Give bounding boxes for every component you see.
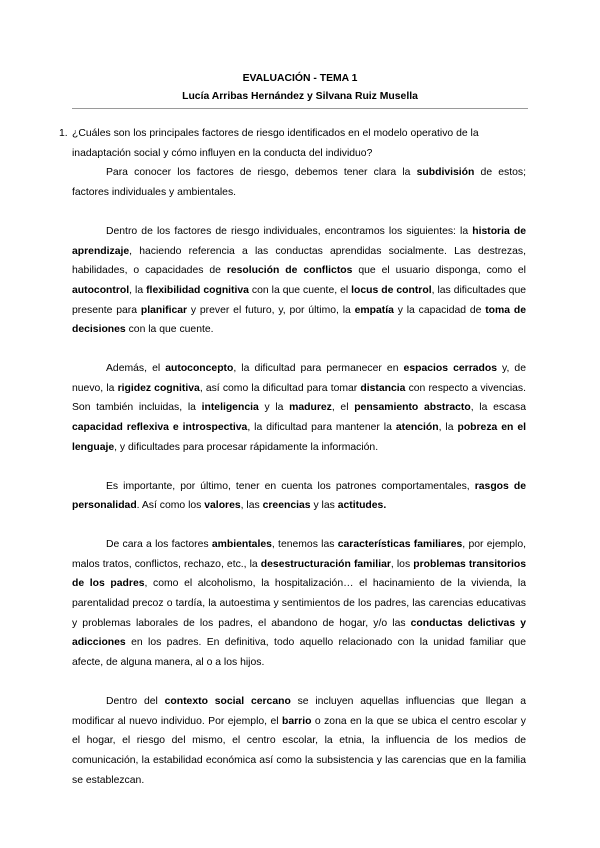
text-run: en los padres. En definitiva, todo aquello relacionado con la unidad familiar que afecte, de alguna manera, al o a los hijos. bbox=[72, 637, 526, 669]
bold-term: inteligencia bbox=[201, 402, 259, 414]
text-run: De cara a los factores bbox=[106, 538, 212, 550]
text-run: , haciendo referencia a las conductas aprendidas socialmente. Las destrezas, habilidades, o capacidades de bbox=[72, 245, 526, 277]
text-run: y prever el futuro, y, por último, la bbox=[187, 304, 355, 316]
bold-term: historia de aprendizaje bbox=[72, 225, 526, 257]
bold-term: desestructuración familiar bbox=[260, 558, 391, 570]
text-run: , las bbox=[240, 500, 263, 512]
text-run: Dentro del bbox=[106, 695, 165, 707]
bold-term: capacidad reflexiva e introspectiva bbox=[72, 422, 248, 434]
text-run: Dentro de los factores de riesgo individuales, encontramos los siguientes: la bbox=[106, 225, 473, 237]
text-run: , la bbox=[129, 284, 147, 296]
bold-term: rasgos de personalidad bbox=[72, 480, 526, 512]
text-run: y las bbox=[310, 500, 338, 512]
text-run: Para conocer los factores de riesgo, debemos tener clara la bbox=[106, 167, 417, 179]
text-run: , la dificultad para permanecer en bbox=[233, 363, 404, 375]
answer-paragraph-6 bbox=[72, 692, 526, 791]
text-run: , la dificultad para mantener la bbox=[247, 422, 396, 434]
text-run: , así como la dificultad para tomar bbox=[199, 382, 361, 394]
text-run: , por ejemplo, malos tratos, conflictos, rechazo, etc., la bbox=[72, 538, 527, 570]
text-run: y, de nuevo, la bbox=[72, 363, 526, 394]
answer-paragraph-4 bbox=[72, 477, 526, 516]
bold-term: atención bbox=[395, 422, 439, 434]
bold-term: espacios cerrados bbox=[403, 363, 497, 375]
text-run: , la escasa bbox=[470, 402, 526, 414]
text-run: Es importante, por último, tener en cuenta los patrones comportamentales, bbox=[106, 480, 475, 492]
text-run: , el bbox=[331, 402, 355, 414]
bold-term: pobreza en el lenguaje bbox=[72, 422, 527, 453]
bold-term: rigidez cognitiva bbox=[117, 382, 200, 394]
text-run: , la bbox=[438, 422, 458, 434]
bold-term: locus de control bbox=[351, 284, 432, 296]
bold-term: subdivisión bbox=[416, 167, 475, 179]
bold-term: conductas delictivas y adicciones bbox=[72, 617, 526, 649]
question-item bbox=[59, 124, 526, 163]
text-run: , tenemos las bbox=[271, 538, 338, 550]
document-authors: Lucía Arribas Hernández y Silvana Ruiz Musella bbox=[182, 91, 418, 102]
bold-term: autoconcepto bbox=[165, 363, 234, 375]
bold-term: toma de decisiones bbox=[72, 304, 526, 336]
bold-term: empatía bbox=[354, 304, 394, 316]
document-header bbox=[72, 70, 528, 106]
bold-term: creencias bbox=[262, 500, 311, 512]
bold-term: autocontrol bbox=[72, 284, 130, 296]
text-run: con la que cuente. bbox=[125, 324, 214, 336]
question-text: ¿Cuáles son los principales factores de riesgo identificados en el modelo operativo de la inadaptación social y cómo influyen en la conducta del individuo? bbox=[72, 128, 479, 159]
bold-term: barrio bbox=[282, 715, 312, 727]
text-run: . Así como los bbox=[136, 500, 205, 512]
text-run: de estos; factores individuales y ambientales. bbox=[72, 167, 526, 199]
answer-paragraph-5 bbox=[72, 535, 526, 673]
answer-paragraph-3 bbox=[72, 359, 526, 458]
bold-term: ambientales bbox=[211, 538, 272, 550]
answer-paragraph-2 bbox=[72, 222, 526, 340]
question-number: 1. bbox=[59, 128, 68, 139]
bold-term: problemas transitorios de los padres bbox=[72, 558, 527, 590]
text-run: con respecto a vivencias. Son también incluidas, la bbox=[72, 382, 526, 414]
bold-term: madurez bbox=[289, 402, 332, 414]
bold-term: características familiares bbox=[337, 538, 463, 550]
text-run: y la bbox=[258, 402, 290, 414]
text-run: , y dificultades para procesar rápidamente la información. bbox=[114, 441, 379, 453]
text-run: , las dificultades que presente para bbox=[72, 284, 527, 316]
bold-term: pensamiento abstracto bbox=[354, 402, 471, 414]
bold-term: resolución de conflictos bbox=[226, 265, 353, 277]
text-run: Además, el bbox=[106, 363, 166, 375]
text-run: que el usuario disponga, como el bbox=[352, 265, 526, 277]
text-run: , como el alcoholismo, la hospitalización… el hacinamiento de la vivienda, la parentalidad precoz o tardía, la autoestima y sentimientos de los padres, las carencias educativas y problemas laborales de los padres, el abandono de hogar, y/o las bbox=[72, 578, 526, 629]
text-run: , los bbox=[390, 558, 414, 570]
bold-term: planificar bbox=[140, 304, 188, 316]
answer-paragraph-1 bbox=[72, 163, 526, 202]
text-run: se incluyen aquellas influencias que llegan a modificar al nuevo individuo. Por ejemplo, el bbox=[72, 695, 526, 727]
bold-term: distancia bbox=[360, 382, 406, 394]
header-divider bbox=[72, 108, 528, 109]
document-body bbox=[59, 124, 527, 790]
text-run: o zona en la que se ubica el centro escolar y el hogar, el riesgo del mismo, el centro escolar, la etnia, la influencia de los medios de comunicación, la estabilidad económica así como la subsistencia y las carencias que en la familia se establezcan. bbox=[72, 715, 526, 786]
text-run: y la capacidad de bbox=[393, 304, 486, 316]
bold-term: valores bbox=[204, 500, 241, 512]
text-run: con la que cuente, el bbox=[248, 284, 352, 296]
document-title: EVALUACIÓN - TEMA 1 bbox=[242, 73, 358, 84]
bold-term: actitudes. bbox=[337, 500, 387, 512]
bold-term: contexto social cercano bbox=[164, 695, 291, 707]
bold-term: flexibilidad cognitiva bbox=[146, 284, 249, 296]
